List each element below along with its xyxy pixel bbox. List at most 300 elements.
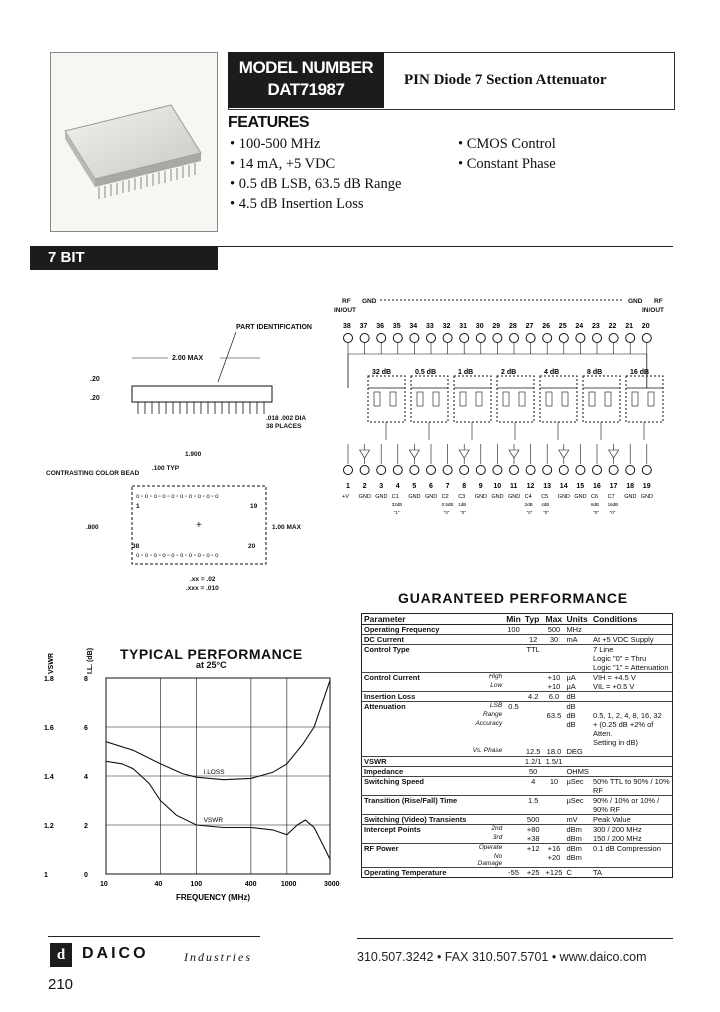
table-cell-typ: [523, 673, 544, 683]
length-label: 2.00 MAX: [172, 355, 204, 362]
contact-info: 310.507.3242 • FAX 310.507.5701 • www.daico.com: [357, 950, 647, 964]
table-cell-c: Logic "0" = Thru: [592, 654, 647, 663]
table-cell-p: Control Type: [362, 645, 469, 655]
table-cell-c: 7 Line: [591, 645, 673, 655]
bottom-pin-pad: [576, 466, 585, 475]
bottom-pin-number: 11: [510, 483, 518, 490]
bottom-pin-number: 7: [445, 483, 450, 490]
section-bar: 7 BIT: [30, 246, 218, 270]
section-resistor: [519, 392, 525, 406]
table-cell-typ: [523, 738, 544, 747]
bottom-pin-pad: [626, 466, 635, 475]
table-cell-typ: 50: [523, 767, 544, 777]
h1-label: .20: [90, 376, 100, 383]
table-cell-p: Switching Speed: [362, 777, 469, 796]
pin-dia-label: .018 .002 DIA: [266, 415, 307, 422]
table-cell-p: [362, 682, 469, 692]
table-cell-s: [468, 796, 504, 815]
bottom-pin-function: GND: [425, 494, 438, 500]
table-cell-max: [544, 702, 565, 712]
table-cell-s: [468, 654, 504, 663]
top-pin-pad: [443, 334, 452, 343]
section-label: 32 dB: [372, 369, 392, 376]
table-cell-min: [504, 720, 523, 738]
part-id-label: PART IDENTIFICATION: [236, 324, 312, 331]
section-resistor: [476, 392, 482, 406]
section-resistor: [374, 392, 380, 406]
table-cell-typ: [523, 682, 544, 692]
table-cell-s: [468, 815, 504, 825]
bead-label: CONTRASTING COLOR BEAD: [46, 470, 140, 477]
table-row: [362, 834, 673, 844]
bottom-pin-function: C1: [391, 494, 399, 500]
table-row: [362, 777, 673, 796]
bottom-pin-bit: 1dB: [458, 502, 467, 507]
bottom-pin-pad: [460, 466, 469, 475]
section-label: 8 dB: [587, 369, 603, 376]
top-pin-pad: [493, 334, 502, 343]
table-header-cell: Conditions: [591, 614, 673, 625]
table-cell-u: dB: [566, 720, 576, 729]
bottom-pin-function: GND: [557, 494, 571, 500]
table-cell-p: VSWR: [362, 757, 469, 767]
table-cell-max: [544, 738, 565, 747]
table-cell-p: [362, 663, 469, 673]
attenuator-section: [497, 376, 534, 422]
bottom-pin-logic: "0": [609, 510, 616, 515]
top-pin-dots: o ▫ o ▫ o ▫ o ▫ o ▫ o ▫ o ▫ o ▫ o ▫ o: [136, 494, 219, 500]
bottom-pin-number: 8: [462, 483, 467, 490]
table-cell-c: [591, 757, 673, 767]
bottom-pin-bit: 2dB: [524, 502, 533, 507]
table-cell-u: dBm: [566, 834, 582, 843]
section-resistor: [390, 392, 396, 406]
table-cell-typ: [523, 663, 544, 673]
table-cell-p: Attenuation: [362, 702, 469, 712]
feature-item: • 4.5 dB Insertion Loss: [230, 196, 364, 212]
top-pin-number: 29: [492, 323, 501, 330]
table-cell-typ: [523, 625, 544, 635]
top-pin-pad: [576, 334, 585, 343]
table-cell-min: [504, 834, 523, 844]
bottom-pin-function: GND: [474, 494, 488, 500]
top-pin-number: 21: [625, 323, 633, 330]
x-axis-label: FREQUENCY (MHz): [176, 893, 251, 902]
bottom-pin-number: 9: [478, 483, 483, 490]
table-cell-typ: 4.2: [523, 692, 544, 702]
table-row: [362, 645, 673, 655]
bottom-pin-number: 16: [593, 483, 601, 490]
table-cell-min: [504, 825, 523, 835]
x-tick-label: 10: [100, 881, 108, 888]
table-cell-min: [504, 777, 523, 796]
bottom-pin-number: 10: [493, 483, 502, 490]
section-resistor: [648, 392, 654, 406]
table-row: [362, 682, 673, 692]
table-cell-c: VIH = +4.5 V: [591, 673, 673, 683]
bottom-pin-function: GND: [358, 494, 371, 500]
bottom-pin-function: GND: [574, 494, 587, 500]
table-cell-max: 500: [544, 625, 565, 635]
top-pin-pad: [460, 334, 469, 343]
top-pin-pad: [360, 334, 369, 343]
table-cell-u: [564, 663, 591, 673]
table-cell-u: µA: [566, 682, 576, 691]
feature-item: • Constant Phase: [458, 156, 556, 172]
typical-title: TYPICAL PERFORMANCE: [120, 646, 303, 662]
bottom-pin-pad: [526, 466, 535, 475]
table-cell-u: dB: [564, 702, 591, 712]
width-label: .800: [86, 524, 99, 531]
table-cell-c: Peak Value: [591, 815, 673, 825]
table-cell-s: Range: [483, 711, 503, 718]
table-cell-s: [468, 635, 504, 645]
section-resistor: [433, 392, 439, 406]
table-cell-min: 100: [504, 625, 523, 635]
top-pin-number: 22: [608, 323, 617, 330]
tolerance-1: .xx = .02: [190, 576, 216, 583]
bottom-pin-function: GND: [375, 494, 388, 500]
bottom-pin-pad: [360, 466, 369, 475]
table-cell-max: [544, 663, 565, 673]
width-max-label: 1.00 MAX: [272, 524, 301, 531]
model-number: DAT71987: [267, 80, 345, 99]
bottom-pin-function: C3: [458, 494, 466, 500]
top-pin-pad: [543, 334, 552, 343]
section-resistor: [503, 392, 509, 406]
center-mark: +: [196, 520, 202, 531]
table-row: [362, 625, 673, 635]
attenuator-module-image: [51, 53, 217, 231]
driver-triangle: [409, 450, 419, 458]
driver-triangle: [609, 450, 619, 458]
pin-count-label: 38 PLACES: [266, 423, 302, 430]
bottom-pin-function: C7: [607, 494, 615, 500]
product-title: PIN Diode 7 Section Attenuator: [404, 72, 607, 88]
table-cell-typ: +80: [523, 825, 544, 835]
daico-logo-icon: d: [50, 943, 72, 967]
table-row: [362, 635, 673, 645]
top-pin-number: 38: [343, 323, 351, 330]
features-right-list: [458, 134, 556, 174]
table-row: [362, 767, 673, 777]
table-cell-c: [591, 747, 673, 757]
table-row: [362, 868, 673, 878]
bottom-pin-number: 2: [362, 483, 367, 490]
top-pin-number: 25: [558, 323, 567, 330]
table-cell-min: [504, 654, 523, 663]
features-heading: FEATURES: [228, 114, 310, 131]
top-pin-pad: [427, 334, 436, 343]
table-cell-u: dBm: [564, 825, 591, 835]
il-tick-label: 6: [84, 725, 88, 732]
table-cell-p: [362, 747, 469, 757]
table-cell-min: [504, 692, 523, 702]
table-row: [362, 757, 673, 767]
pitch-label: .100 TYP: [152, 465, 180, 472]
table-cell-p: Insertion Loss: [362, 692, 469, 702]
rf-in-label: RF: [342, 298, 351, 305]
pin38-label: 38: [132, 543, 140, 550]
table-cell-p: Switching (Video) Transients: [362, 815, 469, 825]
table-cell-u: [564, 757, 591, 767]
vswr-tick-label: 1.4: [44, 774, 54, 781]
table-cell-p: Impedance: [362, 767, 469, 777]
table-cell-max: 10: [544, 777, 565, 796]
table-cell-max: [544, 720, 565, 738]
table-cell-s: [468, 777, 504, 796]
daico-logo: DAICO: [82, 945, 149, 962]
vswr-tick-label: 1.8: [44, 676, 54, 683]
bottom-pin-logic: "0": [543, 510, 549, 515]
table-cell-min: [504, 673, 523, 683]
bottom-pin-function: C5: [541, 494, 549, 500]
bottom-pin-number: 1: [346, 483, 350, 490]
table-header-cell: Max: [544, 614, 565, 625]
bottom-pin-number: 12: [526, 483, 535, 490]
section-label: 2 dB: [501, 369, 517, 376]
gnd-right-label: GND: [628, 298, 643, 305]
contact-rule: [357, 938, 673, 939]
table-row: [362, 796, 673, 815]
bottom-pin-logic: "0": [526, 510, 533, 515]
top-pin-number: 37: [359, 323, 368, 330]
table-cell-c: [591, 625, 673, 635]
bottom-pin-pad: [609, 466, 618, 475]
table-cell-c: 150 / 200 MHz: [592, 834, 642, 843]
table-cell-u: [564, 645, 591, 655]
bottom-pin-function: +V: [342, 494, 349, 500]
top-pin-number: 31: [459, 323, 467, 330]
bottom-pin-bit: 16dB: [607, 502, 619, 507]
table-cell-max: [544, 767, 565, 777]
table-cell-min: [504, 853, 523, 868]
product-photo: [50, 52, 218, 232]
table-cell-min: [504, 682, 523, 692]
guaranteed-title: GUARANTEED PERFORMANCE: [398, 590, 628, 606]
table-cell-u: DEG: [566, 747, 583, 756]
bottom-pin-number: 17: [609, 483, 618, 490]
model-number-block: [228, 52, 384, 108]
table-cell-typ: [523, 853, 544, 868]
table-row: [362, 702, 673, 712]
bottom-pin-function: C2: [441, 494, 449, 500]
table-cell-max: 1.5/1: [544, 757, 565, 767]
top-pin-pad: [642, 334, 651, 343]
table-header-cell: Parameter: [362, 614, 505, 625]
pin20-label: 20: [248, 543, 256, 550]
page-number: 210: [48, 976, 74, 993]
table-cell-u: mA: [564, 635, 591, 645]
top-pin-number: 30: [475, 323, 484, 330]
feature-item: • 100-500 MHz: [230, 136, 321, 152]
table-cell-s: [468, 692, 504, 702]
section-label: 4 dB: [544, 369, 560, 376]
driver-triangle: [459, 450, 469, 458]
attenuator-section: [454, 376, 491, 422]
table-cell-typ: 12.5: [525, 747, 541, 756]
bottom-pin-number: 5: [412, 483, 417, 490]
table-cell-s: [468, 645, 504, 655]
table-cell-c: [591, 702, 673, 712]
table-cell-max: 30: [544, 635, 565, 645]
table-cell-c: 0.1 dB Compression: [591, 844, 673, 854]
table-cell-s: [468, 868, 504, 878]
table-cell-p: [362, 834, 469, 844]
table-row: [362, 815, 673, 825]
table-cell-min: [504, 711, 523, 720]
table-cell-max: [544, 654, 565, 663]
table-cell-s: Vs. Phase: [472, 747, 503, 754]
il-tick-label: 2: [84, 823, 88, 830]
bottom-pin-pad: [543, 466, 552, 475]
x-tick-label: 40: [154, 881, 163, 888]
table-cell-p: DC Current: [362, 635, 469, 645]
bottom-pin-bit: 4dB: [541, 502, 550, 507]
table-cell-u: C: [564, 868, 591, 878]
top-pin-number: 24: [575, 323, 584, 330]
table-cell-max: [544, 825, 565, 835]
table-cell-min: [504, 645, 523, 655]
table-row: [362, 692, 673, 702]
table-cell-s: 2nd: [468, 825, 504, 835]
table-cell-typ: [523, 720, 544, 738]
table-row: [362, 747, 673, 757]
top-pin-pad: [593, 334, 602, 343]
table-header-row: [362, 614, 673, 625]
top-pin-number: 34: [409, 323, 418, 330]
attenuator-section: [626, 376, 663, 422]
attenuator-sections: [368, 369, 663, 440]
top-pin-pad: [526, 334, 535, 343]
bottom-pin-number: 3: [379, 483, 384, 490]
top-pin-pad: [609, 334, 618, 343]
table-cell-u: [564, 738, 591, 747]
bottom-pin-logic: "0": [443, 510, 450, 515]
table-cell-min: [504, 767, 523, 777]
table-cell-c: [591, 767, 673, 777]
bottom-pin-logic: "0": [593, 510, 599, 515]
table-cell-s: High: [468, 673, 504, 683]
bottom-pin-pad: [642, 466, 651, 475]
table-cell-typ: 1.2/1: [524, 757, 542, 766]
top-pin-pad: [344, 334, 353, 343]
top-pin-pad: [559, 334, 568, 343]
table-cell-s: No Damage: [477, 853, 503, 867]
top-pin-number: 35: [392, 323, 401, 330]
bottom-pin-pad: [510, 466, 519, 475]
table-cell-s: [468, 663, 504, 673]
bottom-pin-bit: 0.5dB: [441, 502, 454, 507]
top-pin-pad: [476, 334, 485, 343]
rf-out-label: RF: [654, 298, 663, 305]
top-pin-pad: [626, 334, 635, 343]
bottom-pin-logic: "0": [460, 510, 466, 515]
bottom-pin-number: 18: [626, 483, 634, 490]
table-cell-s: Accuracy: [475, 720, 503, 727]
section-resistor: [589, 392, 595, 406]
x-tick-label: 3000: [324, 881, 340, 888]
bottom-pin-pad: [443, 466, 452, 475]
table-cell-typ: +25: [523, 868, 544, 878]
bottom-pin-number: 19: [642, 483, 651, 490]
table-cell-u: OHMS: [566, 767, 589, 776]
model-label: MODEL NUMBER: [238, 58, 374, 77]
bottom-pin-number: 15: [576, 483, 585, 490]
table-cell-max: +20: [547, 853, 561, 862]
attenuator-section: [583, 376, 620, 422]
feature-item: • 0.5 dB LSB, 63.5 dB Range: [230, 176, 402, 192]
top-pin-number: 32: [442, 323, 451, 330]
table-cell-s: Operate: [468, 844, 504, 854]
table-cell-max: [544, 796, 565, 815]
table-cell-u: µSec: [564, 796, 591, 815]
top-pin-pad: [377, 334, 386, 343]
table-cell-max: 6.0: [544, 692, 565, 702]
top-pin-number: 27: [525, 323, 534, 330]
bottom-pin-bit: 8dB: [591, 502, 600, 507]
table-header-cell: Typ: [523, 614, 544, 625]
mechanical-drawing: [40, 318, 340, 598]
table-cell-u: dBm: [564, 844, 591, 854]
table-cell-max: +125: [545, 868, 563, 877]
rf-in-out-label: IN/OUT: [334, 307, 357, 314]
table-cell-s: 3rd: [492, 834, 503, 841]
rf-out-in-label: IN/OUT: [642, 307, 665, 314]
driver-triangle: [509, 450, 519, 458]
table-cell-u: µA: [564, 673, 591, 683]
table-cell-min: [504, 757, 523, 767]
table-cell-max: +10: [544, 673, 565, 683]
attenuator-section: [540, 376, 577, 422]
table-cell-c: Logic "1" = Attenuation: [592, 663, 669, 672]
top-pin-number: 36: [376, 323, 384, 330]
table-cell-u: dBm: [566, 853, 582, 862]
pin-row: [138, 402, 264, 414]
x-tick-label: 1000: [280, 881, 297, 888]
x-tick-label: 400: [244, 881, 257, 888]
vswr-tick-label: 1: [44, 872, 48, 879]
table-cell-max: +10: [547, 682, 561, 691]
bottom-pin-number: 13: [543, 483, 551, 490]
table-cell-max: [544, 834, 565, 844]
bottom-pin-pad: [476, 466, 485, 475]
bottom-pin-function: C6: [591, 494, 599, 500]
table-cell-u: [564, 654, 591, 663]
il-tick-label: 8: [84, 676, 88, 683]
section-label: 0.5 dB: [415, 369, 437, 376]
table-cell-p: Control Current: [362, 673, 469, 683]
table-cell-max: +16: [544, 844, 565, 854]
table-cell-c: [591, 853, 673, 868]
section-resistor: [562, 392, 568, 406]
il-tick-label: 4: [84, 774, 88, 781]
top-pin-pad: [410, 334, 419, 343]
section-resistor: [417, 392, 423, 406]
typical-performance-chart: [40, 636, 350, 906]
table-cell-c: 300 / 200 MHz: [591, 825, 673, 835]
section-rule: [218, 246, 673, 247]
table-row: [362, 825, 673, 835]
table-row: [362, 654, 673, 663]
table-cell-u: µSec: [564, 777, 591, 796]
features-left-list: [230, 134, 401, 214]
bottom-pin-pad: [593, 466, 602, 475]
section-label: 16 dB: [630, 369, 650, 376]
bottom-pin-pad: [427, 466, 436, 475]
attenuator-section: [411, 376, 448, 422]
section-label: 1 dB: [458, 369, 474, 376]
